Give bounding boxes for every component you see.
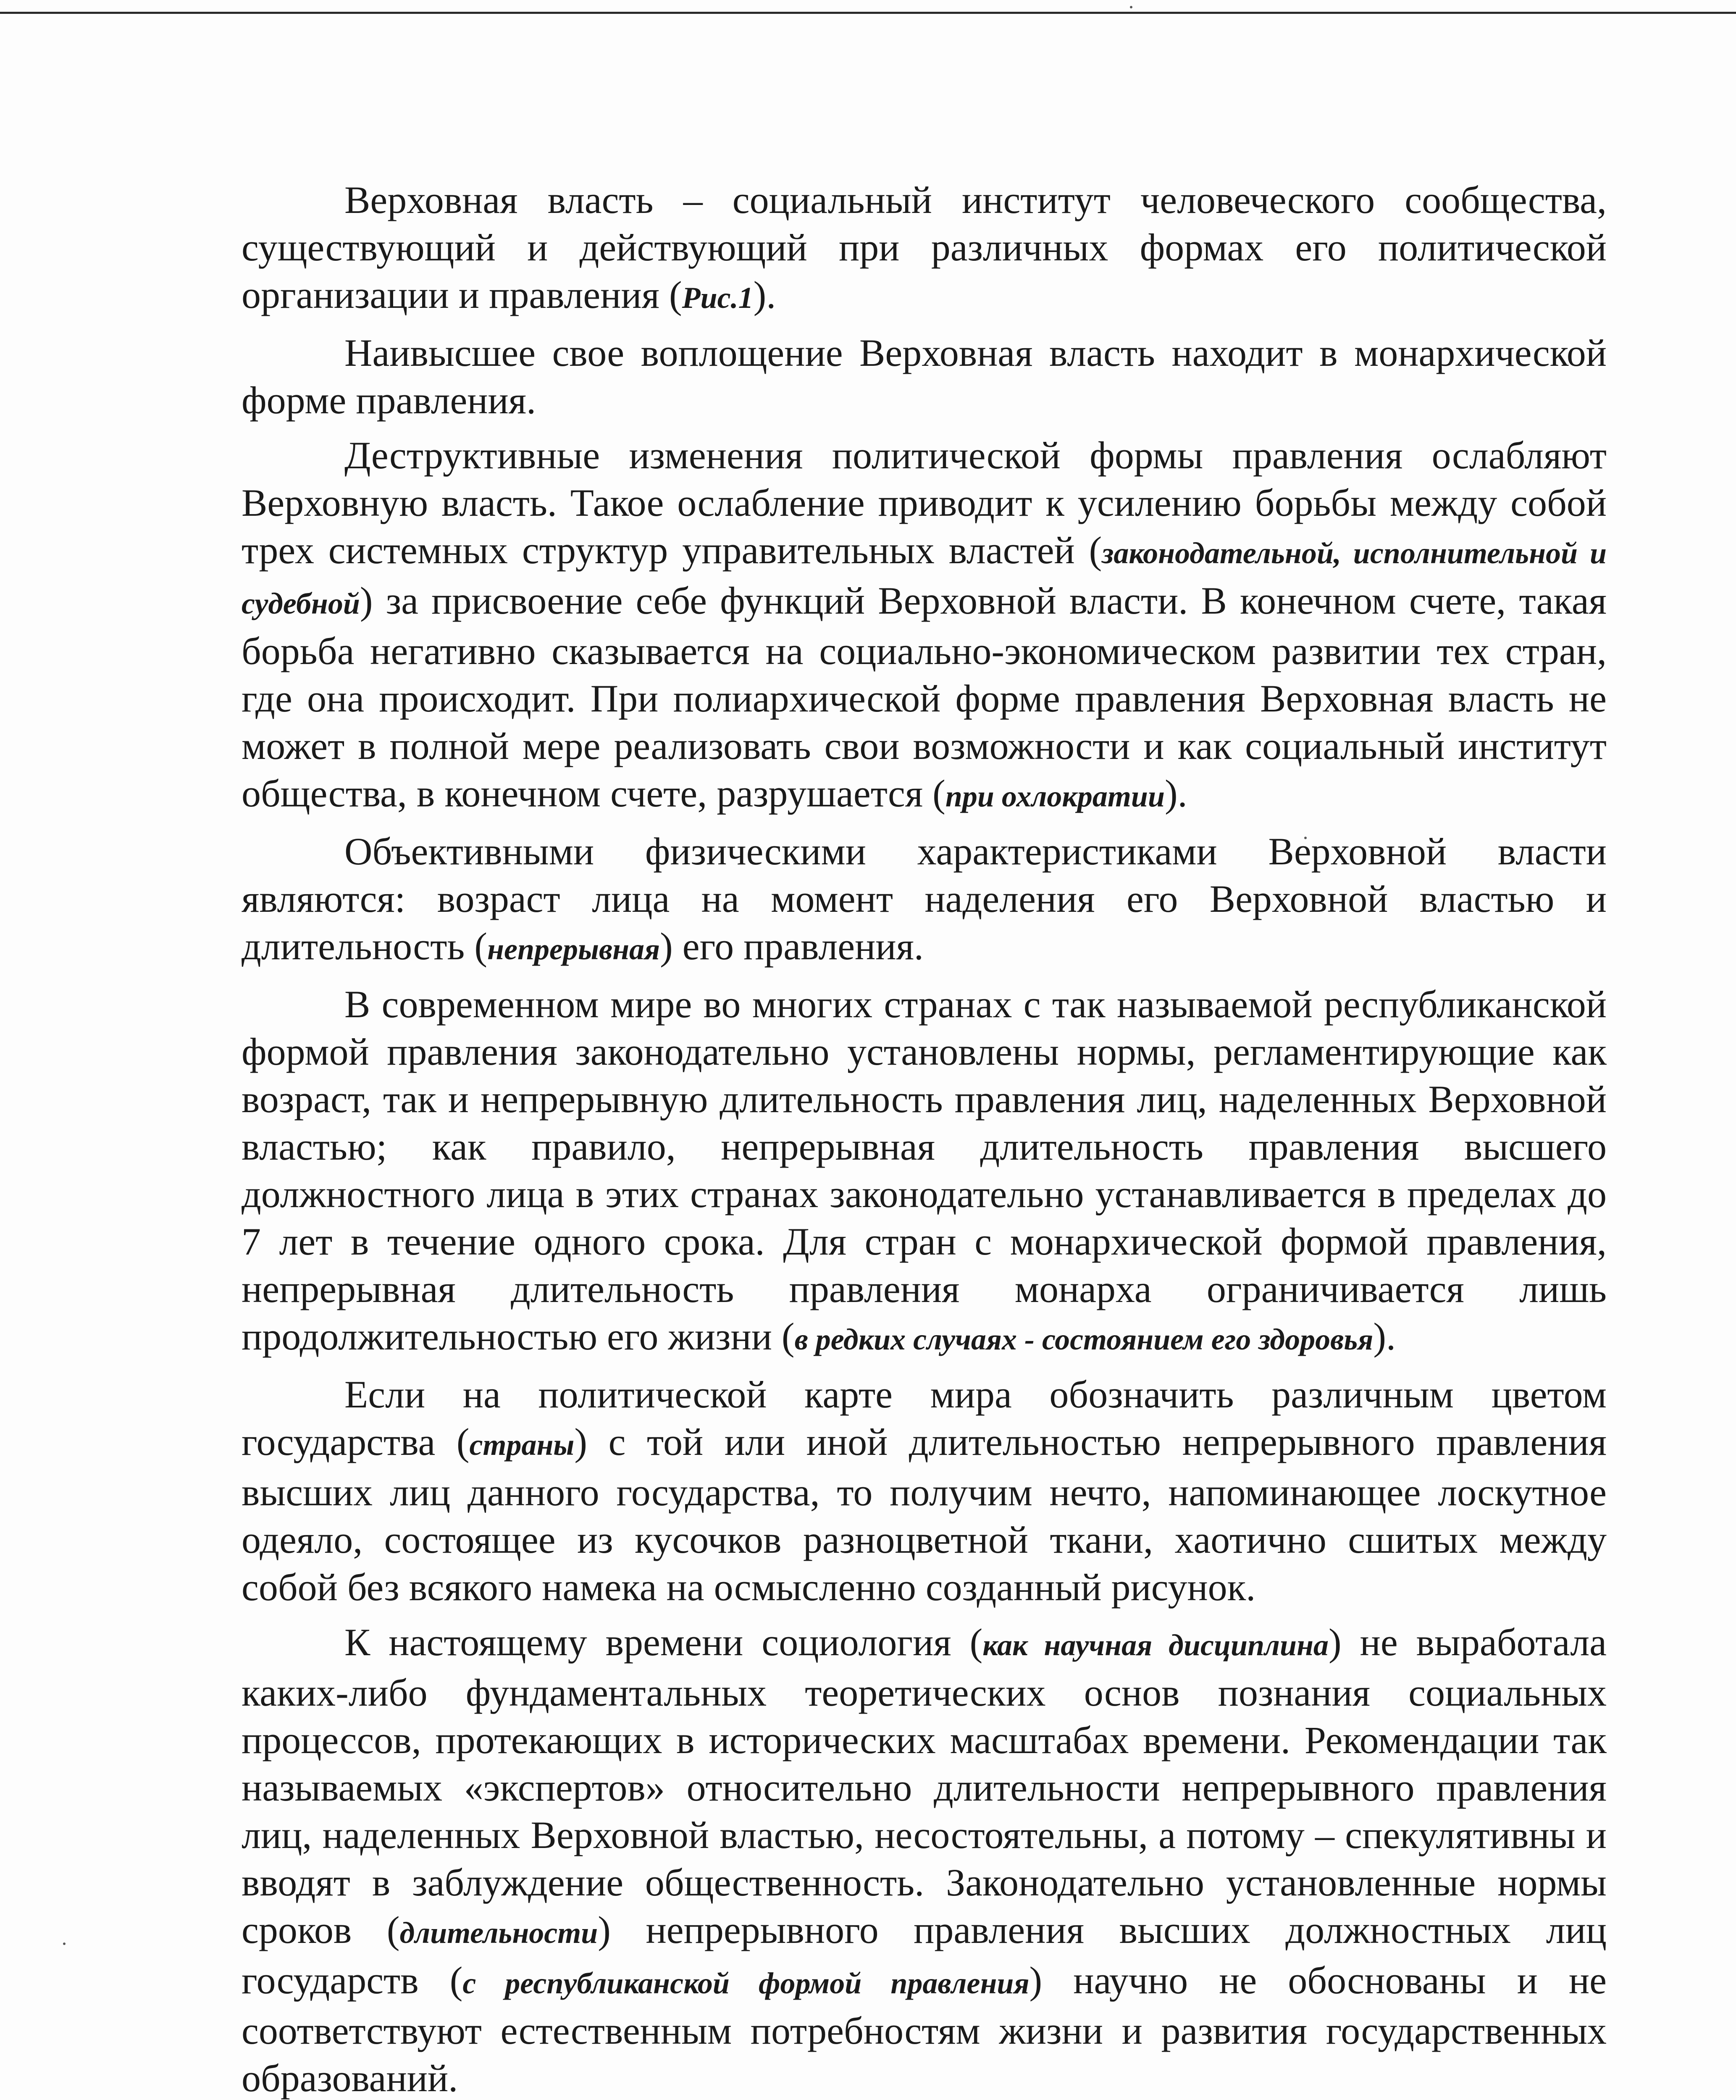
- scan-speck: [63, 1942, 66, 1945]
- text-run: К настоящему времени социология (: [344, 1621, 983, 1664]
- text-run: ) его правления.: [660, 925, 924, 968]
- body-text: [242, 176, 1607, 2100]
- text-run: ).: [1165, 772, 1187, 815]
- text-run: Наивысшее свое воплощение Верховная власть находит в монархической форме правления.: [242, 331, 1607, 422]
- italic-emphasis: Рис.1: [682, 281, 754, 315]
- paragraph: [242, 176, 1607, 322]
- text-run: В современном мире во многих странах с так называемой республиканской формой правления законодательно установлены нормы, регламентирующие как возраст, так и непрерывную длительность правления лиц, наделенных Верховной властью; как правило, непрерывная длительность правления высшего должностного лица в этих странах законодательно устанавливается в пределах до 7 лет в течение одного срока. Для стран с монархической формой правления, непрерывная длительность правления монарха ограничивается лишь продолжительностью его жизни (: [242, 983, 1607, 1358]
- italic-emphasis: с республиканской формой правления: [462, 1966, 1030, 2000]
- text-run: ) не выработала каких-либо фундаментальных теоретических основ познания социальных процессов, протекающих в исторических масштабах времени. Рекомендации так называемых «экспертов» относительно длительности непрерывного правления лиц, наделенных Верховной властью, несостоятельны, а потому – спекулятивны и вводят в заблуждение общественность. Законодательно установленные нормы сроков (: [242, 1621, 1607, 1951]
- scan-speck: [1130, 6, 1132, 8]
- text-run: Деструктивные изменения политической формы правления ослабляют Верховную власть. Такое ослабление приводит к усилению борьбы между собой трех системных структур управительных властей (: [242, 434, 1607, 572]
- text-run: ).: [1373, 1315, 1396, 1358]
- italic-emphasis: как научная дисциплина: [982, 1628, 1329, 1662]
- paragraph: [242, 1371, 1607, 1611]
- paragraph: [242, 432, 1607, 820]
- text-run: Если на политической карте мира обозначить различным цветом государства (: [242, 1373, 1607, 1463]
- italic-emphasis: непрерывная: [487, 932, 660, 966]
- text-run: ) с той или иной длительностью непрерывного правления высших лиц данного государства, то получим нечто, напоминающее лоскутное одеяло, состоящее из кусочков разноцветной ткани, хаотично сшитых между собой без всякого намека на осмысленно созданный рисунок.: [242, 1420, 1607, 1609]
- text-run: ).: [753, 273, 776, 316]
- text-run: ) за присвоение себе функций Верховной власти. В конечном счете, такая борьба негативно сказывается на социально-экономическом развитии тех стран, где она происходит. При полиархической форме правления Верховная власть не может в полной мере реализовать свои возможности и как социальный институт общества, в конечном счете, разрушается (: [242, 579, 1607, 815]
- italic-emphasis: законодательной, исполнительной и судебной: [242, 536, 1607, 620]
- paragraph: [242, 981, 1607, 1363]
- text-run: Объективными физическими характеристиками Верховной власти являются: возраст лица на момент наделения его Верховной властью и длительность (: [242, 830, 1607, 968]
- text-run: ) научно не обоснованы и не соответствуют естественным потребностям жизни и развития государственных образований.: [242, 1959, 1607, 2100]
- italic-emphasis: страны: [469, 1428, 575, 1462]
- paragraph: [242, 828, 1607, 973]
- italic-emphasis: в редких случаях - состоянием его здоровья: [794, 1323, 1374, 1356]
- paragraph: [242, 1619, 1607, 2100]
- text-run: ) непрерывного правления высших должностных лиц государств (: [242, 1908, 1607, 2002]
- paragraph: [242, 329, 1607, 424]
- italic-emphasis: при охлократии: [945, 780, 1165, 813]
- italic-emphasis: длительности: [399, 1916, 598, 1950]
- scan-top-edge-rule: [0, 12, 1736, 14]
- text-run: Верховная власть – социальный институт человеческого сообщества, существующий и действующий при различных формах его политической организации и правления (: [242, 178, 1607, 316]
